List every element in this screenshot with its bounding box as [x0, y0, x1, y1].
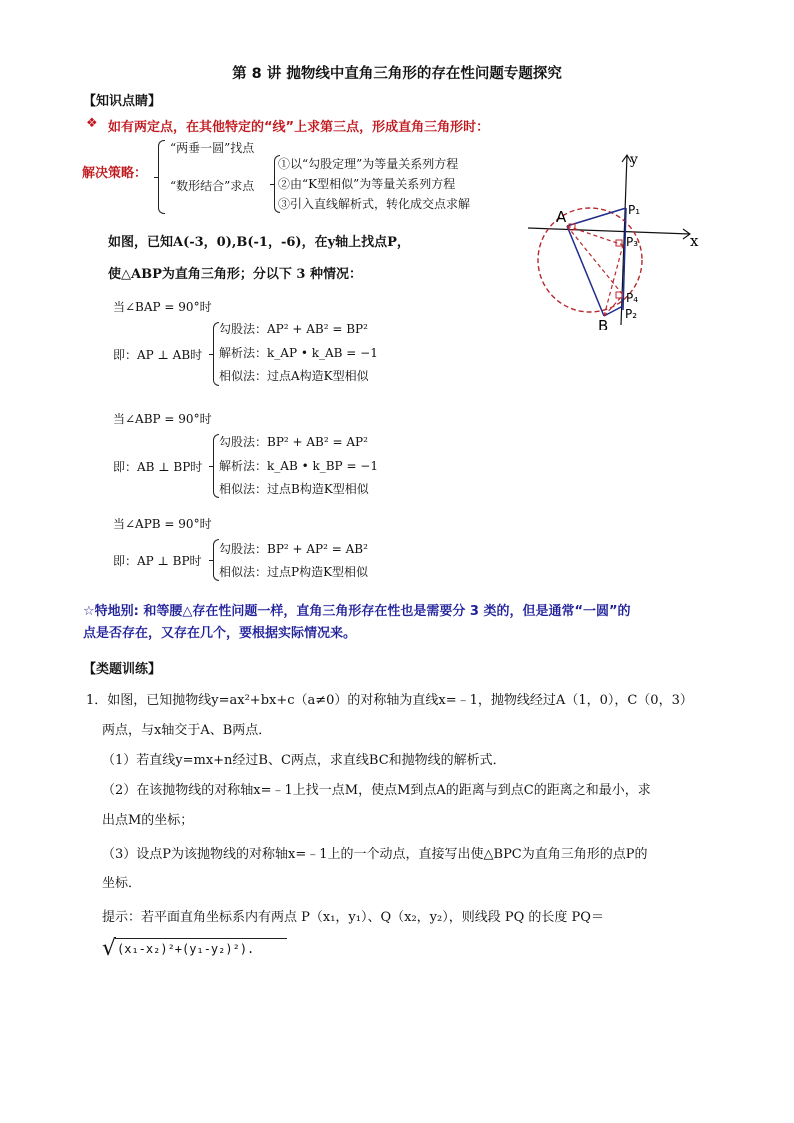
case-3-then: 即：AP ⊥ BP时	[113, 554, 202, 568]
label-a: A	[556, 208, 567, 226]
page-title: 第 8 讲 抛物线中直角三角形的存在性问题专题探究	[232, 66, 562, 82]
case-2-method-2: 解析法：k_AB • k_BP = −1	[219, 459, 379, 473]
sqrt-icon: √	[102, 936, 117, 961]
label-b: B	[598, 317, 609, 330]
strategy-brace	[158, 140, 165, 214]
strategy-item-3: ③引入直线解析式，转化成交点求解	[278, 197, 471, 211]
strategy-item-1: ①以“勾股定理”为等量关系列方程	[278, 157, 459, 171]
x-axis	[528, 228, 690, 234]
sqrt-bar	[115, 938, 287, 939]
label-p1: P₁	[628, 203, 641, 217]
case-1-then: 即：AP ⊥ AB时	[113, 348, 203, 362]
case-2-when: 当∠ABP = 90°时	[113, 412, 212, 426]
line-ap1	[567, 208, 626, 226]
key-point: 如有两定点，在其他特定的“线”上求第三点，形成直角三角形时：	[108, 120, 490, 135]
case-1-method-1: 勾股法：AP² + AB² = BP²	[219, 322, 368, 336]
case-2-method-1: 勾股法：BP² + AB² = AP²	[219, 435, 368, 449]
problem-q3b: 坐标．	[102, 876, 142, 891]
problem-line-2: 两点，与x轴交于A、B两点．	[102, 723, 272, 738]
problem-q2b: 出点M的坐标；	[102, 813, 194, 828]
example-line-1: 如图，已知A(-3，0),B(-1，-6)，在y轴上找点P，	[108, 235, 410, 250]
strategy-numeric: “数形结合”求点	[170, 179, 255, 193]
problem-hint: 提示：若平面直角坐标系内有两点 P（x₁，y₁）、Q（x₂，y₂），则线段 PQ 的长度 PQ＝	[102, 910, 604, 925]
label-p3: P₃	[626, 235, 639, 249]
problem-q1: （1）若直线y=mx+n经过B、C两点，求直线BC和抛物线的解析式．	[102, 753, 506, 768]
label-x: x	[690, 232, 699, 250]
label-p4: P₄	[626, 291, 639, 305]
training-header: 【类题训练】	[83, 662, 162, 677]
case-2-then: 即：AB ⊥ BP时	[113, 460, 203, 474]
distance-formula: (x₁-x₂)²+(y₁-y₂)²).	[117, 942, 255, 956]
dashed-ap4	[567, 226, 623, 295]
case-3-method-1: 勾股法：BP² + AP² = AB²	[219, 542, 368, 556]
example-line-2: 使△ABP为直角三角形；分以下 3 种情况：	[108, 267, 362, 282]
problem-line-1: 1．如图，已知抛物线y=ax²+bx+c（a≠0）的对称轴为直线x=﹣1，抛物线经过A（1，0），C（0，3）	[86, 693, 693, 708]
problem-q2a: （2）在该抛物线的对称轴x=﹣1上找一点M，使点M到点A的距离与到点C的距离之和最小，求	[102, 783, 651, 798]
line-ab	[567, 226, 604, 316]
label-p2: P₂	[625, 307, 638, 321]
strategy-item-2: ②由“K型相似”为等量关系列方程	[278, 177, 456, 191]
problem-q3a: （3）设点P为该抛物线的对称轴x=﹣1上的一个动点，直接写出使△BPC为直角三角形的点P的	[102, 847, 648, 862]
special-note-line-1: ☆特地别: 和等腰△存在性问题一样，直角三角形存在性也是需要分 3 类的，但是通常“一圆”的	[83, 604, 631, 619]
case-1-method-2: 解析法：k_AP • k_AB = −1	[219, 346, 378, 360]
case-3-when: 当∠APB = 90°时	[113, 517, 212, 531]
case-3-method-2: 相似法：过点P构造K型相似	[219, 565, 369, 579]
strategy-label: 解决策略：	[82, 166, 148, 181]
case-1-method-3: 相似法：过点A构造K型相似	[219, 369, 369, 383]
right-triangle-figure	[520, 150, 705, 330]
case-2-method-3: 相似法：过点B构造K型相似	[219, 482, 369, 496]
special-note-line-2: 点是否存在，又存在几个，要根据实际情况来。	[83, 626, 357, 641]
strategy-circle: “两垂一圆”找点	[170, 141, 255, 155]
knowledge-header: 【知识点睛】	[83, 94, 162, 109]
label-y: y	[630, 152, 638, 168]
diamond-icon: ❖	[86, 116, 98, 131]
case-1-when: 当∠BAP = 90°时	[113, 300, 212, 314]
